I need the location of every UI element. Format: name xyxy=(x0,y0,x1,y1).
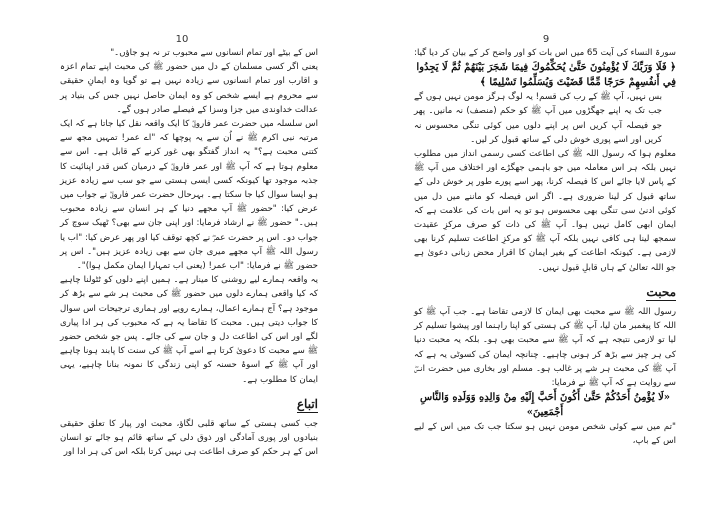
intro-text: سورۃ النساء کی آیت 65 میں اس بات کو اور واضح کر کے بیان کر دیا گیا: xyxy=(414,48,676,58)
paragraph: جب کسی ہستی کے ساتھ قلبی لگاؤ، محبت اور پیار کا تعلق حقیقی بنیادوں اور پوری آمادگی اور ذوق دلی کے ساتھ قائم ہو جائے تو انسان اس کے ہر حکم کو صرف اطاعت ہی نہیں کرتا بلکہ اس کی ہر ادا اور xyxy=(60,419,318,458)
page-number: 9 xyxy=(542,34,550,45)
hadith-text: «لَا يُؤْمِنُ أَحَدُكُمْ حَتَّىٰ أَكُونَ أَحَبَّ إِلَيْهِ مِنْ وَالِدِهِ وَوَلَدِهِ وَالنَّاسِ أَجْمَعِينَ» xyxy=(419,392,671,419)
section-heading: اتباع xyxy=(60,397,318,413)
paragraph: اس سلسلہ میں حضرت عمر فاروقؓ کا ایک واقعہ نقل کیا جاتا ہے کہ ایک مرتبہ نبی اکرم ﷺ نے اُن سے یہ پوچھا کہ "اے عمر! تمہیں مجھ سے کتنی محبت ہے؟" یہ انداز گفتگو بھی غور کرنے کے قابل ہے۔ اس سے معلوم ہوتا ہے کہ آپ ﷺ اور عمر فاروقؓ کے درمیان کس قدر اپنائیت کا جذبہ موجود تھا کیونکہ کسی ایسی ہستی سے جو سب سے زیادہ عزیز ہو ایسا سوال کیا جا سکتا ہے۔ بہرحال حضرت عمر فاروقؓ نے جواب میں عرض کیا: "حضور ﷺ آپ مجھے دنیا کے ہر انسان سے زیادہ محبوب ہیں۔" حضور ﷺ نے ارشاد فرمایا: اور اپنی جان سے بھی؟ ٹھیک سوچ کر جواب دو۔ اس پر حضرت عمرؓ نے کچھ توقف کیا اور پھر عرض کیا: "اب یا رسول اللہ ﷺ آپ مجھے میری جان سے بھی زیادہ عزیز ہیں"۔ اس پر حضور ﷺ نے فرمایا: "اب عمر! (یعنی اب تمہارا ایمان مکمل ہوا)"۔ xyxy=(60,119,318,272)
right-page-text xyxy=(414,46,676,449)
left-page-text xyxy=(60,46,318,460)
paragraph: رسول اللہ ﷺ سے محبت بھی ایمان کا لازمی تقاضا ہے۔ جب آپ ﷺ کو اللہ کا پیغمبر مان لیا، آپ ﷺ کی ہستی کو اپنا راہنما اور پیشوا تسلیم کر لیا تو لازمی نتیجہ ہے کہ آپ ﷺ سے محبت بھی ہو۔ بلکہ یہ محبت دنیا کی ہر چیز سے بڑھ کر ہونی چاہیے۔ چنانچہ ایمان کی کسوٹی یہ ہے کہ آپ ﷺ کی محبت ہر شے پر غالب ہو۔ مسلم اور بخاری میں حضرت انسؓ سے روایت ہے کہ آپ ﷺ نے فرمایا: xyxy=(414,307,676,389)
right-page xyxy=(364,0,728,515)
paragraph: یہ واقعہ ہمارے لیے روشنی کا مینار ہے۔ ہمیں اپنے دلوں کو ٹٹولنا چاہیے کہ کیا واقعی ہمارے دلوں میں حضور ﷺ کی محبت ہر شے سے بڑھ کر موجود ہے؟ آج ہمارے اعمال، ہمارے رویے اور ہماری ترجیحات اس سوال کا جواب دیتی ہیں۔ محبت کا تقاضا یہ ہے کہ محبوب کی ہر ادا پیاری لگے اور اس کی اطاعت دل و جان سے کی جائے۔ پس جو شخص حضور ﷺ سے محبت کا دعویٰ کرتا ہے اسے آپ ﷺ کی سنت کا پابند ہونا چاہیے اور آپ ﷺ کے اسوۂ حسنہ کو اپنی زندگی کا نمونہ بنانا چاہیے، یہی ایمان کا مطلوب ہے۔ xyxy=(60,275,318,385)
verse-translation: بس نہیں، آپ ﷺ کے رب کی قسم! یہ لوگ ہرگز مومن نہیں ہوں گے جب تک یہ اپنے جھگڑوں میں آپ ﷺ کو حکم (منصف) نہ مانیں۔ پھر جو فیصلہ آپ کریں اس پر اپنے دلوں میں کوئی تنگی محسوس نہ کریں اور اسے پوری خوش دلی کے ساتھ قبول کر لیں۔ xyxy=(414,92,662,145)
hadith-translation: "تم میں سے کوئی شخص مومن نہیں ہو سکتا جب تک میں اس کے لیے اس کے باپ، xyxy=(414,422,676,447)
page-number: 10 xyxy=(175,34,189,45)
paragraph: اس کے بیٹے اور تمام انسانوں سے محبوب تر نہ ہو جاؤں۔" xyxy=(110,48,318,58)
paragraph: معلوم ہوا کہ رسول اللہ ﷺ کی اطاعت کسی رسمی انداز میں مطلوب نہیں بلکہ ہر اس معاملہ میں جو باہمی جھگڑے اور اختلاف میں آپ ﷺ کے پاس لایا جائے اس کا فیصلہ کرنا، پھر اسے پورے طور پر خوش دلی کے ساتھ قبول کر لینا ضروری ہے۔ اگر اس فیصلہ کو ماننے میں دل میں کوئی ادنیٰ سی تنگی بھی محسوس ہو تو یہ اس بات کی علامت ہے کہ ایمان ابھی کامل نہیں ہوا۔ آپ ﷺ کی ذات کو صرف مرکزِ عقیدت سمجھ لینا ہی کافی نہیں بلکہ آپ ﷺ کو مرکزِ اطاعت تسلیم کرنا بھی لازمی ہے۔ کیونکہ اطاعت کے بغیر ایمان کا اقرار محض زبانی دعویٰ ہے جو اللہ تعالیٰ کے ہاں قابلِ قبول نہیں۔ xyxy=(414,149,676,273)
paragraph: یعنی اگر کسی مسلمان کے دل میں حضور ﷺ کی محبت اپنے تمام اعزہ و اقارب اور تمام انسانوں سے زیادہ نہیں ہے تو گویا وہ ایمانِ حقیقی سے محروم ہے ایسے شخص کو وہ ایمان حاصل نہیں جس کی بنیاد پر عدالت خداوندی میں جزا وسزا کے فیصلے صادر ہوں گے۔ xyxy=(60,62,318,115)
quran-verse: ﴿ فَلَا وَرَبِّكَ لَا يُؤْمِنُونَ حَتَّىٰ يُحَكِّمُوكَ فِيمَا شَجَرَ بَيْنَهُمْ ثُمَّ لَا يَجِدُوا فِي أَنفُسِهِمْ حَرَجًا مِّمَّا قَضَيْتَ وَيُسَلِّمُوا تَسْلِيمًا ﴾ xyxy=(416,62,676,89)
section-heading: محبت xyxy=(414,285,676,301)
